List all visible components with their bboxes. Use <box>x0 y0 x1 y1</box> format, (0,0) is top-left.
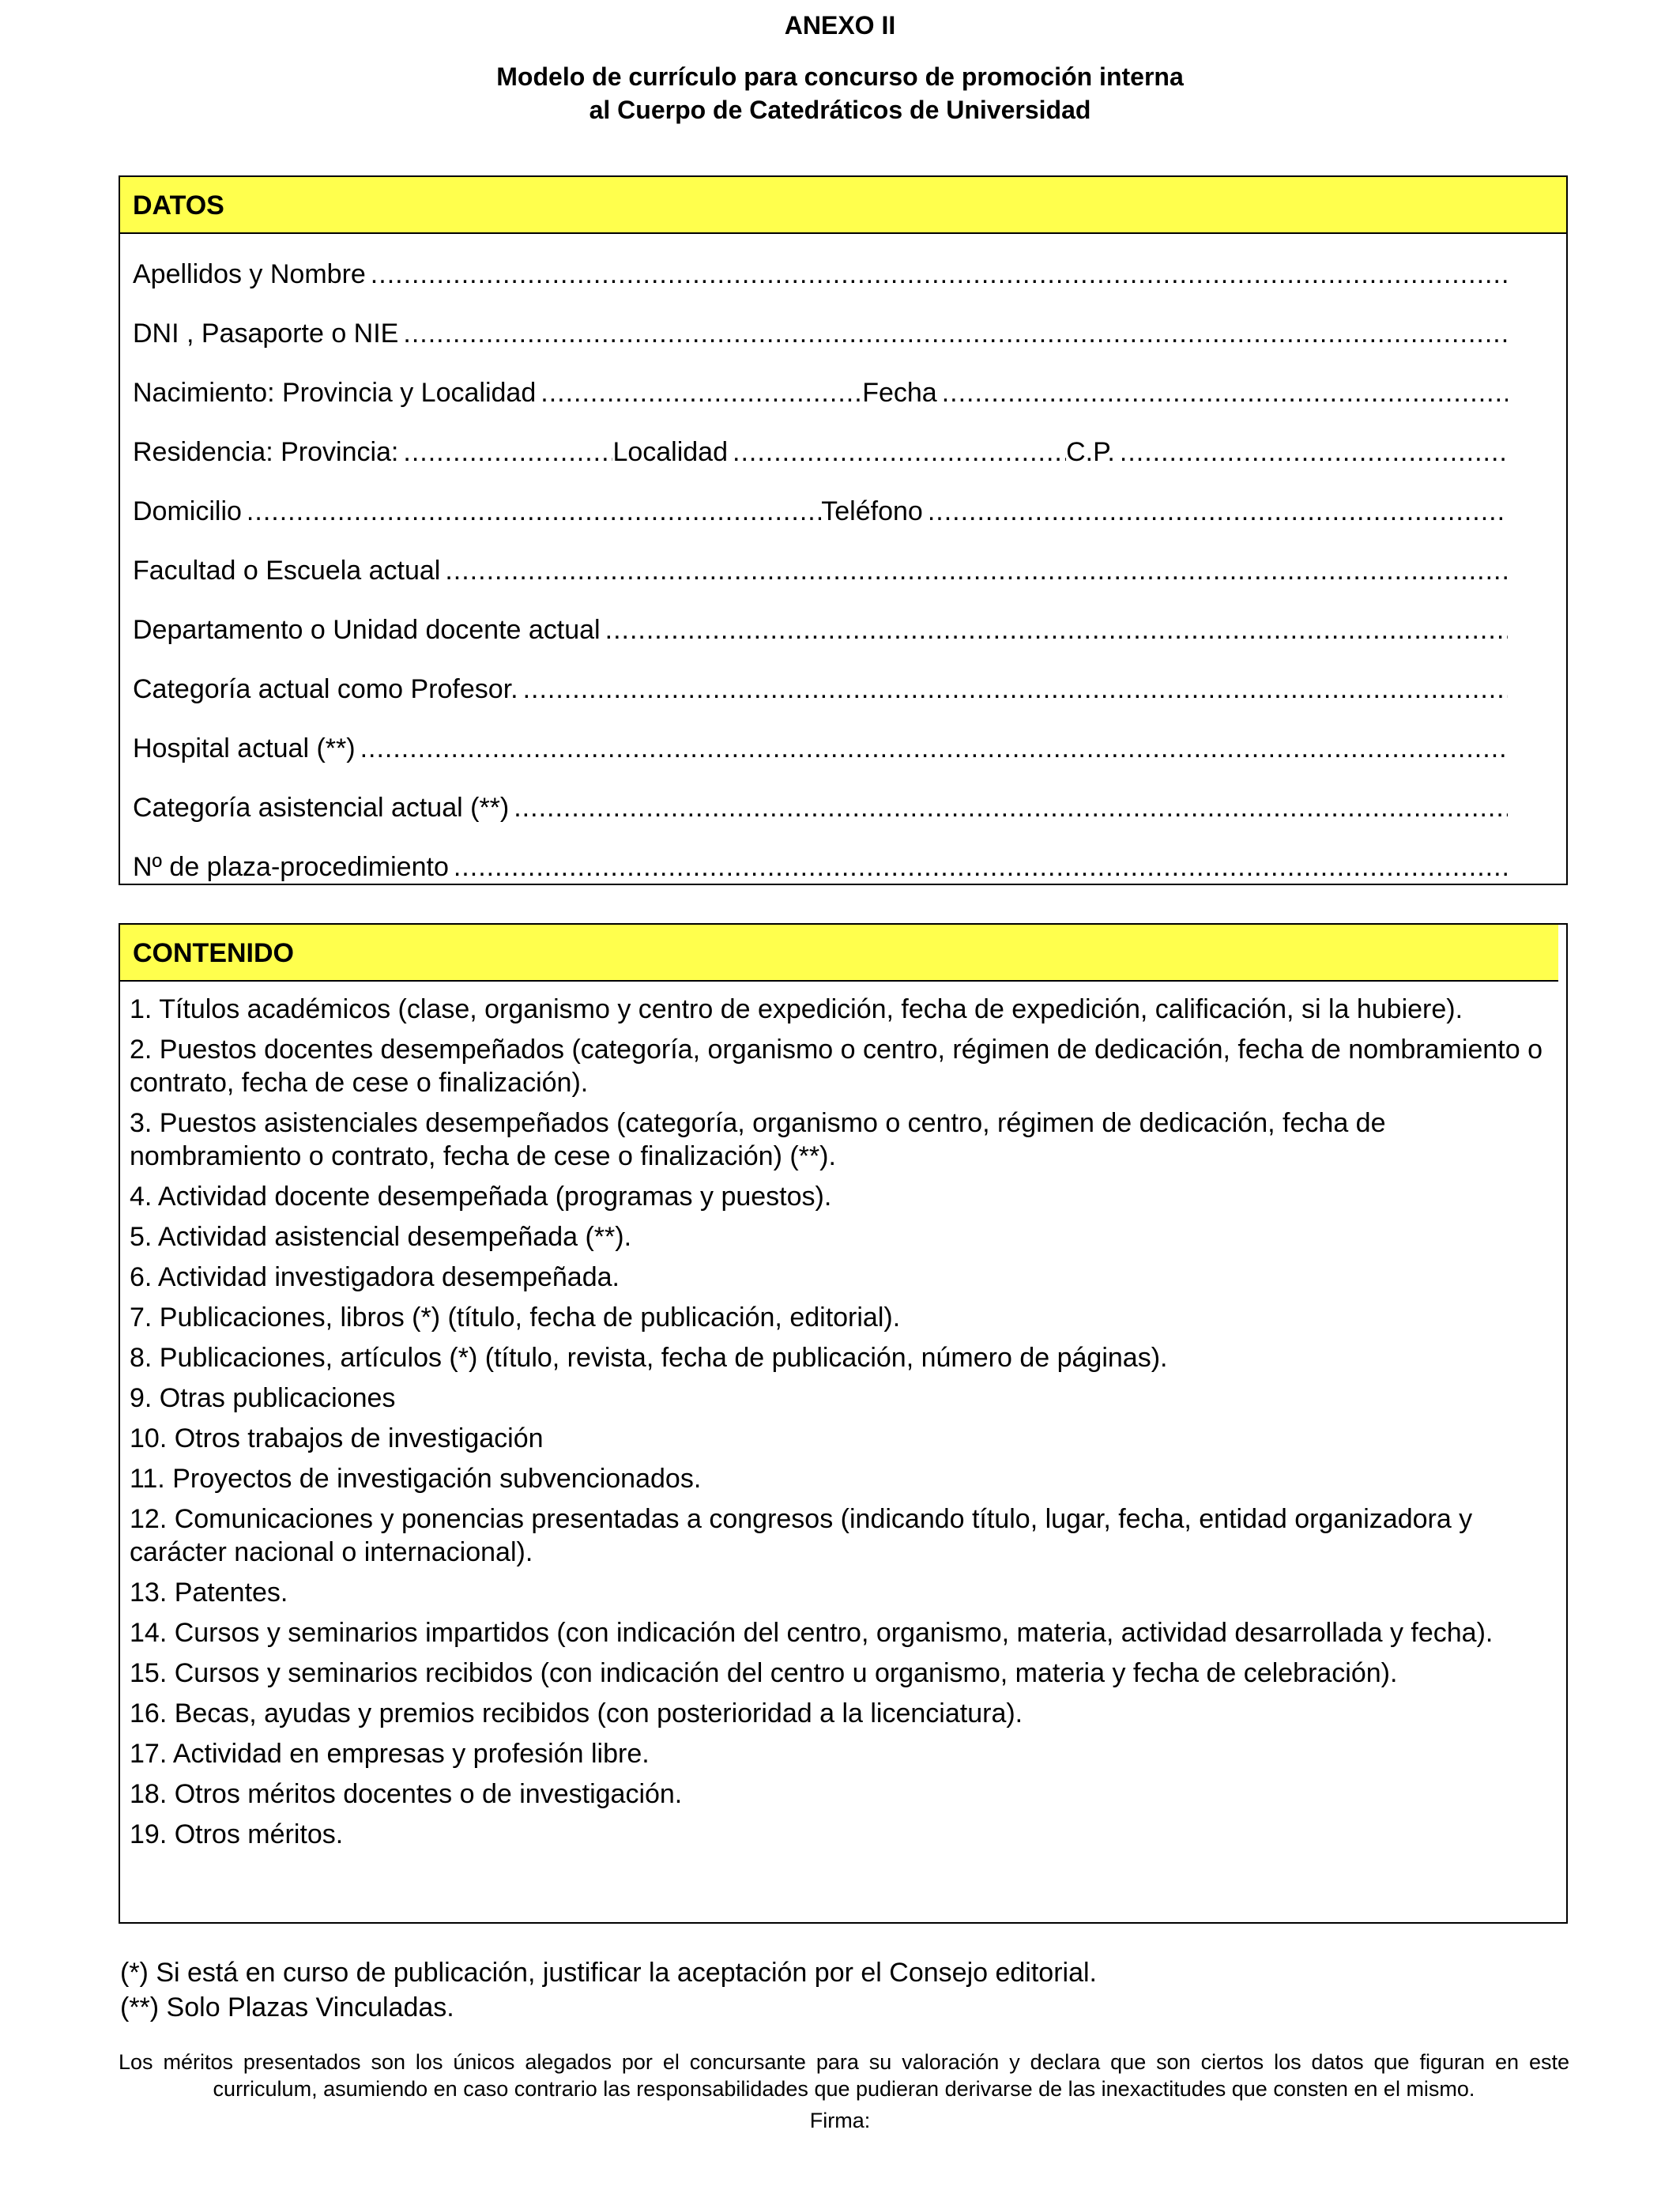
contenido-item: 10. Otros trabajos de investigación <box>130 1423 544 1453</box>
contenido-item: 7. Publicaciones, libros (*) (título, fecha de publicación, editorial). <box>130 1302 901 1333</box>
datos-field-row[interactable] <box>133 367 1508 426</box>
fill-in-dotted-line[interactable] <box>403 426 612 485</box>
field-label: Departamento o Unidad docente actual <box>133 615 601 645</box>
field-label: Facultad o Escuela actual <box>133 556 441 586</box>
contenido-item: 1. Títulos académicos (clase, organismo y centro de expedición, fecha de expedición, calificación, si la hubiere). <box>130 994 1463 1024</box>
fill-in-dotted-line[interactable] <box>445 545 1508 604</box>
fill-in-dotted-line[interactable] <box>928 485 1508 545</box>
datos-heading: DATOS <box>120 177 1566 234</box>
contenido-item: 12. Comunicaciones y ponencias presentadas a congresos (indicando título, lugar, fecha, entidad organizadora y carácter nacional o internacional). <box>130 1504 1473 1567</box>
fill-in-dotted-line[interactable] <box>523 663 1508 722</box>
datos-field-row[interactable] <box>133 782 1508 841</box>
contenido-item: 11. Proyectos de investigación subvencionados. <box>130 1464 702 1494</box>
datos-field-row[interactable] <box>133 545 1508 604</box>
contenido-item: 18. Otros méritos docentes o de investigación. <box>130 1779 683 1809</box>
field-part[interactable] <box>133 307 1508 367</box>
subtitle-line-2: al Cuerpo de Catedráticos de Universidad <box>589 96 1091 124</box>
contenido-item: 19. Otros méritos. <box>130 1819 344 1849</box>
datos-field-row[interactable] <box>133 426 1508 485</box>
field-part[interactable] <box>821 485 1508 545</box>
field-label: Localidad <box>612 437 728 467</box>
fill-in-dotted-line[interactable] <box>605 604 1508 663</box>
contenido-item: 9. Otras publicaciones <box>130 1383 396 1413</box>
contenido-item: 3. Puestos asistenciales desempeñados (categoría, organismo o centro, régimen de dedicación, fecha de nombramiento o contrato, fecha de cese o finalización) (**). <box>130 1108 1386 1171</box>
field-label: Residencia: Provincia: <box>133 437 399 467</box>
fill-in-dotted-line[interactable] <box>371 248 1508 307</box>
datos-field-row[interactable] <box>133 604 1508 663</box>
footnotes <box>120 1955 1097 2025</box>
field-label: Apellidos y Nombre <box>133 259 366 289</box>
form-subtitle <box>0 60 1680 126</box>
field-part[interactable] <box>862 367 1508 426</box>
footnote-publication: (*) Si está en curso de publicación, justificar la aceptación por el Consejo editorial. <box>120 1958 1097 1988</box>
contenido-item: 16. Becas, ayudas y premios recibidos (con posterioridad a la licenciatura). <box>130 1698 1023 1728</box>
field-label: Hospital actual (**) <box>133 733 356 763</box>
datos-field-row[interactable] <box>133 248 1508 307</box>
contenido-item: 17. Actividad en empresas y profesión libre. <box>130 1739 650 1769</box>
fill-in-dotted-line[interactable] <box>942 367 1508 426</box>
signature-label: Firma: <box>809 2109 871 2132</box>
fill-in-dotted-line[interactable] <box>360 722 1508 782</box>
field-label: Nacimiento: Provincia y Localidad <box>133 378 537 408</box>
contenido-item: 8. Publicaciones, artículos (*) (título, revista, fecha de publicación, número de páginas). <box>130 1343 1168 1373</box>
footnote-vinculadas: (**) Solo Plazas Vinculadas. <box>120 1992 454 2022</box>
fill-in-dotted-line[interactable] <box>541 367 862 426</box>
datos-field-row[interactable] <box>133 663 1508 722</box>
contenido-item: 13. Patentes. <box>130 1578 288 1608</box>
field-part[interactable] <box>133 841 1508 900</box>
field-part[interactable] <box>133 604 1508 663</box>
contenido-item: 5. Actividad asistencial desempeñada (**). <box>130 1222 632 1252</box>
datos-field-row[interactable] <box>133 841 1508 900</box>
fill-in-dotted-line[interactable] <box>733 426 1066 485</box>
field-label: Categoría actual como Profesor. <box>133 674 518 704</box>
contenido-item: 4. Actividad docente desempeñada (programas y puestos). <box>130 1182 832 1212</box>
field-label: C.P. <box>1066 437 1115 467</box>
field-part[interactable] <box>133 485 821 545</box>
field-label: Fecha <box>862 378 937 408</box>
field-label: Domicilio <box>133 496 242 526</box>
contenido-item: 2. Puestos docentes desempeñados (categoría, organismo o centro, régimen de dedicación, fecha de nombramiento o contrato, fecha de cese o finalización). <box>130 1035 1543 1098</box>
field-part[interactable] <box>612 426 1066 485</box>
field-label: DNI , Pasaporte o NIE <box>133 319 399 349</box>
fill-in-dotted-line[interactable] <box>247 485 821 545</box>
contenido-item: 6. Actividad investigadora desempeñada. <box>130 1262 620 1292</box>
field-part[interactable] <box>133 722 1508 782</box>
contenido-heading: CONTENIDO <box>120 925 1558 982</box>
fill-in-dotted-line[interactable] <box>403 307 1508 367</box>
field-part[interactable] <box>133 663 1508 722</box>
contenido-list <box>130 993 1552 1858</box>
contenido-item: 14. Cursos y seminarios impartidos (con indicación del centro, organismo, materia, actividad desarrollada y fecha). <box>130 1618 1494 1648</box>
field-label: Teléfono <box>821 496 923 526</box>
datos-field-row[interactable] <box>133 722 1508 782</box>
annex-title: ANEXO II <box>784 11 896 40</box>
datos-field-row[interactable] <box>133 485 1508 545</box>
field-part[interactable] <box>133 367 862 426</box>
datos-section <box>119 175 1568 885</box>
field-label: Nº de plaza-procedimiento <box>133 852 449 882</box>
fill-in-dotted-line[interactable] <box>514 782 1508 841</box>
subtitle-line-1: Modelo de currículo para concurso de promoción interna <box>496 62 1184 91</box>
datos-fields <box>133 248 1508 900</box>
field-label: Categoría asistencial actual (**) <box>133 793 510 823</box>
contenido-item: 15. Cursos y seminarios recibidos (con indicación del centro u organismo, materia y fecha de celebración). <box>130 1658 1398 1688</box>
fill-in-dotted-line[interactable] <box>454 841 1508 900</box>
fill-in-dotted-line[interactable] <box>1120 426 1508 485</box>
declaration-text: Los méritos presentados son los únicos alegados por el concursante para su valoración y declara que son ciertos los datos que figuran en este curriculum, asumiendo en caso contrario las responsabilidades que pudieran derivarse de las inexactitudes que consten en el mismo. <box>119 2050 1569 2101</box>
field-part[interactable] <box>133 426 612 485</box>
field-part[interactable] <box>133 782 1508 841</box>
field-part[interactable] <box>133 545 1508 604</box>
contenido-section <box>119 923 1568 1924</box>
field-part[interactable] <box>1066 426 1508 485</box>
field-part[interactable] <box>133 248 1508 307</box>
datos-field-row[interactable] <box>133 307 1508 367</box>
